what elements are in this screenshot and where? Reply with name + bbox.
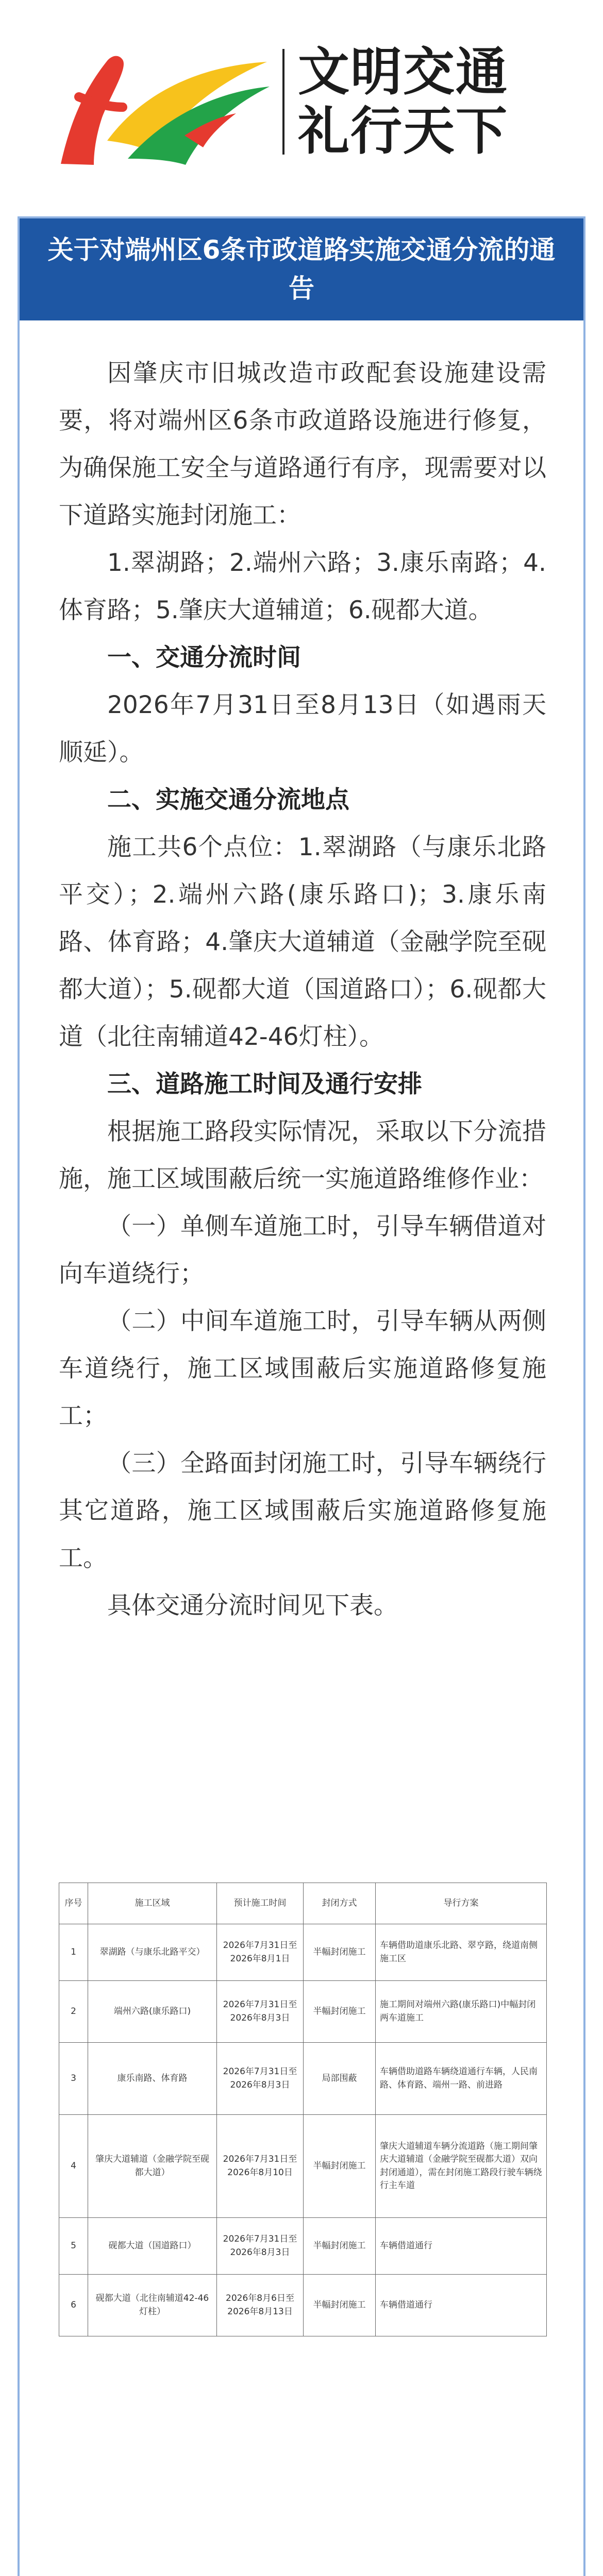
header-mode: 封闭方式 (304, 1883, 376, 1924)
cell-plan: 肇庆大道辅道车辆分流道路（施工期间肇庆大道辅道（金融学院至砚都大道）双向封闭通道），需在封闭施工路段行驶车辆绕行主车道 (376, 2115, 547, 2218)
notice-frame (18, 216, 585, 2576)
section-1-heading: 一、交通分流时间 (107, 643, 301, 672)
cell-mode: 半幅封闭施工 (304, 1924, 376, 1981)
cell-no: 2 (59, 1981, 88, 2043)
notice-body-part-1 (59, 350, 546, 1630)
cell-mode: 半幅封闭施工 (304, 2115, 376, 2218)
table-row (59, 2115, 547, 2218)
cell-time: 2026年7月31日至2026年8月3日 (217, 2043, 304, 2115)
section-3-heading: 三、道路施工时间及通行安排 (107, 1070, 422, 1098)
table-row (59, 1924, 547, 1981)
cell-plan: 车辆借助道路车辆绕道通行车辆，人民南路、体育路、端州一路、前进路 (376, 2043, 547, 2115)
cell-mode: 半幅封闭施工 (304, 2218, 376, 2275)
page-header (0, 0, 603, 216)
notice-title-bar (20, 218, 583, 320)
intro-paragraph: 因肇庆市旧城改造市政配套设施建设需要，将对端州区6条市政道路设施进行修复，为确保施工安全与道路通行有序，现需要对以下道路实施封闭施工： (59, 359, 546, 530)
section-3-item-3: （三）全路面封闭施工时，引导车辆绕行其它道路，施工区域围蔽后实施道路修复施工。 (59, 1449, 546, 1572)
cell-area: 康乐南路、体育路 (88, 2043, 217, 2115)
cell-area: 砚都大道（国道路口） (88, 2218, 217, 2275)
table-row (59, 2218, 547, 2275)
cell-area: 砚都大道（北往南辅道42-46灯柱） (88, 2275, 217, 2336)
slogan-line-2: 礼行天下 (298, 101, 508, 161)
cell-no: 3 (59, 2043, 88, 2115)
cell-no: 6 (59, 2275, 88, 2336)
section-3-item-1: （一）单侧车道施工时，引导车辆借道对向车道绕行； (59, 1212, 546, 1288)
civilized-traffic-logo-icon (51, 30, 272, 174)
cell-time: 2026年7月31日至2026年8月3日 (217, 1981, 304, 2043)
cell-area: 端州六路(康乐路口) (88, 1981, 217, 2043)
cell-plan: 车辆借道通行 (376, 2275, 547, 2336)
table-intro: 具体交通分流时间见下表。 (107, 1591, 398, 1620)
cell-time: 2026年7月31日至2026年8月3日 (217, 2218, 304, 2275)
cell-mode: 半幅封闭施工 (304, 2275, 376, 2336)
notice-title: 关于对端州区6条市政道路实施交通分流的通告 (47, 235, 556, 303)
cell-plan: 车辆借助道康乐北路、翠亨路，绕道南侧施工区 (376, 1924, 547, 1981)
cell-area: 翠湖路（与康乐北路平交） (88, 1924, 217, 1981)
section-3-body: 根据施工路段实际情况，采取以下分流措施，施工区域围蔽后统一实施道路维修作业： (59, 1117, 546, 1193)
diversion-schedule-table (59, 1883, 546, 2336)
cell-area: 肇庆大道辅道（金融学院至砚都大道） (88, 2115, 217, 2218)
section-2-body: 施工共6个点位：1.翠湖路（与康乐北路平交）；2.端州六路(康乐路口)；3.康乐南路、体育路；4.肇庆大道辅道（金融学院至砚都大道）；5.砚都大道（国道路口）；6.砚都大道（北往南辅道42-46灯柱）。 (59, 833, 546, 1051)
cell-mode: 半幅封闭施工 (304, 1981, 376, 2043)
section-1-body: 2026年7月31日至8月13日（如遇雨天顺延）。 (59, 691, 546, 767)
table-row (59, 1981, 547, 2043)
header-time: 预计施工时间 (217, 1883, 304, 1924)
section-3-item-2: （二）中间车道施工时，引导车辆从两侧车道绕行，施工区域围蔽后实施道路修复施工； (59, 1307, 546, 1430)
table-row (59, 2275, 547, 2336)
road-list-paragraph: 1.翠湖路；2.端州六路；3.康乐南路；4.体育路；5.肇庆大道辅道；6.砚都大道。 (59, 549, 546, 624)
cell-time: 2026年8月6日至2026年8月13日 (217, 2275, 304, 2336)
table-header-row (59, 1883, 547, 1924)
header-area: 施工区域 (88, 1883, 217, 1924)
section-2-heading: 二、实施交通分流地点 (107, 786, 349, 814)
header-no: 序号 (59, 1883, 88, 1924)
logo-divider (282, 49, 284, 155)
cell-plan: 施工期间对端州六路(康乐路口)中幅封闭两车道施工 (376, 1981, 547, 2043)
cell-time: 2026年7月31日至2026年8月10日 (217, 2115, 304, 2218)
cell-no: 1 (59, 1924, 88, 1981)
header-plan: 导行方案 (376, 1883, 547, 1924)
cell-plan: 车辆借道通行 (376, 2218, 547, 2275)
cell-mode: 局部围蔽 (304, 2043, 376, 2115)
table-row (59, 2043, 547, 2115)
cell-no: 5 (59, 2218, 88, 2275)
slogan-line-1: 文明交通 (298, 42, 508, 102)
cell-time: 2026年7月31日至2026年8月1日 (217, 1924, 304, 1981)
cell-no: 4 (59, 2115, 88, 2218)
